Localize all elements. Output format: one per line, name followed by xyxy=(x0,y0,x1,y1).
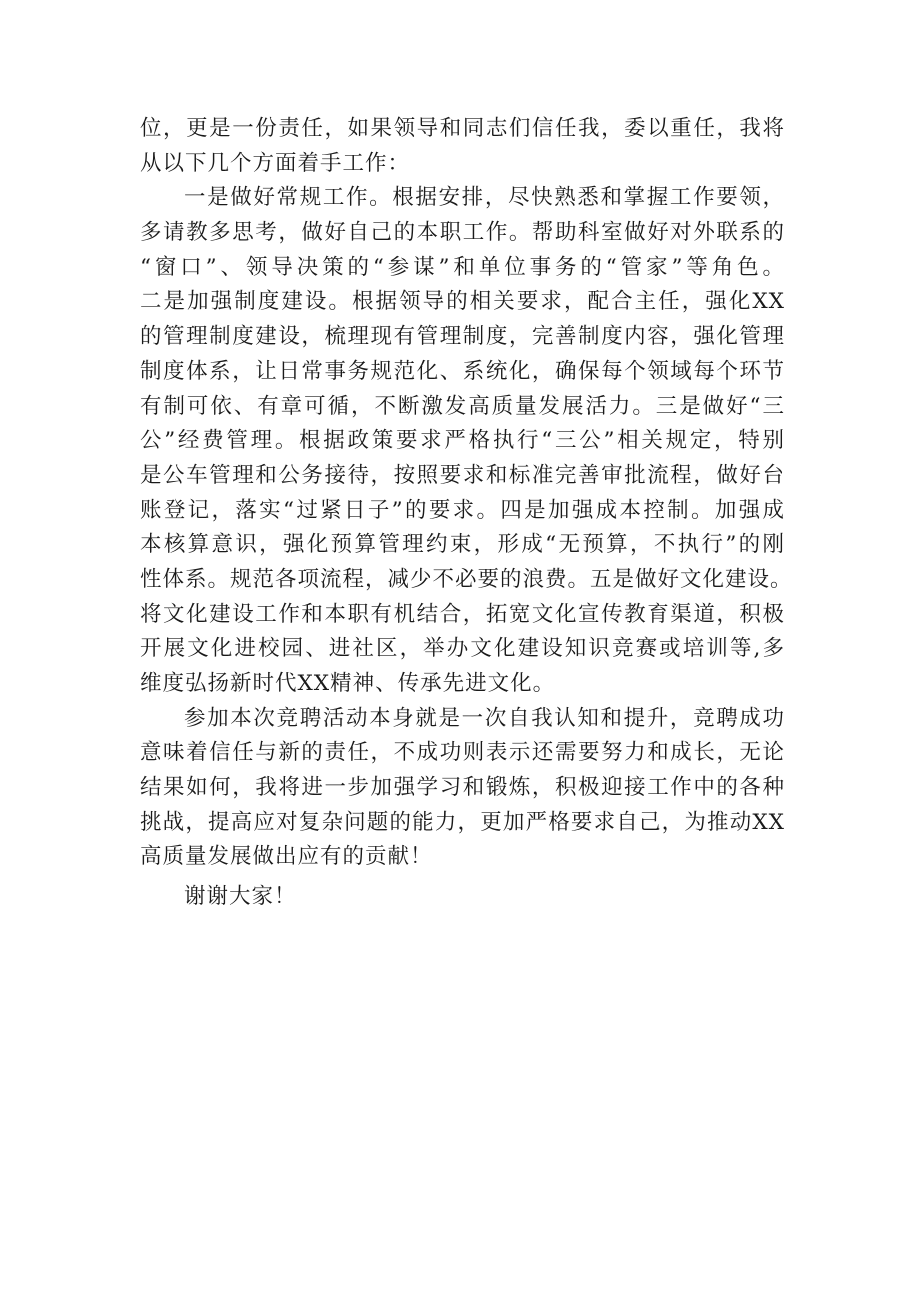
text-line: 公”经费管理。根据政策要求严格执行“三公”相关规定，特别 xyxy=(140,428,785,454)
text-line: “窗口”、领导决策的“参谋”和单位事务的“管家”等角色。 xyxy=(140,254,785,280)
document-body xyxy=(140,112,793,915)
text-line: 参加本次竞聘活动本身就是一次自我认知和提升，竞聘成功 xyxy=(184,705,785,731)
text-line: 高质量发展做出应有的贡献！ xyxy=(140,844,433,870)
text-line: 性体系。规范各项流程，减少不必要的浪费。五是做好文化建设。 xyxy=(140,566,793,592)
text-line: 账登记，落实“过紧日子”的要求。四是加强成本控制。加强成 xyxy=(140,497,785,523)
text-line: 本核算意识，强化预算管理约束，形成“无预算，不执行”的刚 xyxy=(140,532,785,558)
text-line: 是公车管理和公务接待，按照要求和标准完善审批流程，做好台 xyxy=(140,462,785,488)
text-line: 谢谢大家！ xyxy=(184,884,297,910)
text-line: 维度弘扬新时代XX精神、传承先进文化。 xyxy=(140,671,556,696)
text-line: 将文化建设工作和本职有机结合，拓宽文化宣传教育渠道，积极 xyxy=(140,601,785,627)
text-line: 制度体系，让日常事务规范化、系统化，确保每个领域每个环节 xyxy=(140,358,785,384)
text-line: 挑战，提高应对复杂问题的能力，更加严格要求自己，为推动XX xyxy=(140,809,785,835)
text-line: 多请教多思考，做好自己的本职工作。帮助科室做好对外联系的 xyxy=(140,220,785,246)
text-line: 有制可依、有章可循，不断激发高质量发展活力。三是做好“三 xyxy=(140,393,785,419)
text-line: 意味着信任与新的责任，不成功则表示还需要努力和成长，无论 xyxy=(140,740,785,766)
text-line: 开展文化进校园、进社区，举办文化建设知识竞赛或培训等,多 xyxy=(140,636,785,662)
text-line: 一是做好常规工作。根据安排，尽快熟悉和掌握工作要领， xyxy=(184,185,785,211)
text-line: 二是加强制度建设。根据领导的相关要求，配合主任，强化XX xyxy=(140,289,785,315)
text-line: 位，更是一份责任，如果领导和同志们信任我，委以重任，我将 xyxy=(140,116,785,141)
text-line: 从以下几个方面着手工作： xyxy=(140,150,411,176)
text-line: 的管理制度建设，梳理现有管理制度，完善制度内容，强化管理 xyxy=(140,324,785,350)
text-line: 结果如何，我将进一步加强学习和锻炼，积极迎接工作中的各种 xyxy=(140,775,785,801)
